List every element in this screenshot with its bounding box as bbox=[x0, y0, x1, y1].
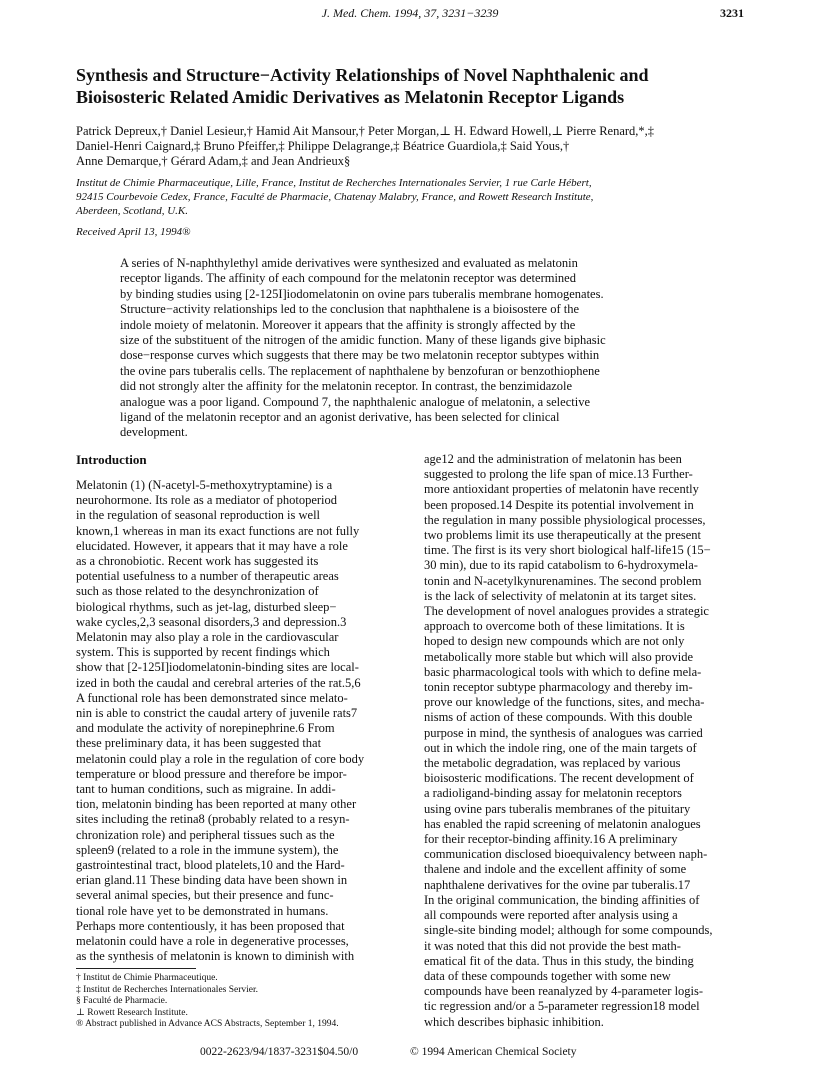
left-column bbox=[76, 452, 396, 965]
abstract-line: by binding studies using [2-125I]iodomelatonin on ovine pars tuberalis membrane homogenates. bbox=[120, 286, 604, 301]
body-text-line: prove our knowledge of the functions, sites, and mecha- bbox=[424, 695, 705, 710]
body-text-line: it was noted that this did not provide the best math- bbox=[424, 938, 681, 953]
body-text-line: communication disclosed bioequivalency between naph- bbox=[424, 847, 708, 862]
body-text-line: tion, melatonin binding has been reported at many other bbox=[76, 797, 357, 812]
article-title bbox=[76, 64, 744, 108]
author-line: Patrick Depreux,† Daniel Lesieur,† Hamid Ait Mansour,† Peter Morgan,⊥ H. Edward Howell,⊥ Pierre Renard,*,‡ bbox=[76, 124, 655, 138]
body-text-line: several animal species, but their presence and func- bbox=[76, 888, 334, 903]
body-text-line: suggested to prolong the life span of mice.13 Further- bbox=[424, 467, 693, 482]
author-line: Daniel-Henri Caignard,‡ Bruno Pfeiffer,‡ Philippe Delagrange,‡ Béatrice Guardiola,‡ Said Yous,† bbox=[76, 139, 570, 153]
body-text-line: has enabled the rapid screening of melatonin analogues bbox=[424, 816, 701, 831]
body-text-line: been proposed.14 Despite its potential involvement in bbox=[424, 497, 694, 512]
abstract-line: analogue was a poor ligand. Compound 7, the naphthalenic analogue of melatonin, a selective bbox=[120, 394, 590, 409]
body-text-line: Melatonin may also play a role in the cardiovascular bbox=[76, 630, 339, 645]
author-list bbox=[76, 124, 744, 169]
body-text-line: 30 min), due to its rapid catabolism to 6-hydroxymela- bbox=[424, 558, 698, 573]
body-text-line: a radioligand-binding assay for melatonin receptors bbox=[424, 786, 682, 801]
body-text-line: time. The first is its very short biological half-life15 (15− bbox=[424, 543, 711, 558]
title-line: Bioisosteric Related Amidic Derivatives as Melatonin Receptor Ligands bbox=[76, 87, 625, 107]
body-text-line: show that [2-125I]iodomelatonin-binding sites are local- bbox=[76, 660, 359, 675]
body-text-line: tional role have yet to be demonstrated in humans. bbox=[76, 903, 329, 918]
body-text-line: and modulate the activity of norepinephrine.6 From bbox=[76, 721, 335, 736]
section-heading-introduction: Introduction bbox=[76, 452, 147, 467]
body-text-line: melatonin could play a role in the regulation of core body bbox=[76, 751, 365, 766]
body-text-line: out in which the indole ring, one of the main targets of bbox=[424, 740, 697, 755]
body-text-line: bioisosteric modifications. The recent development of bbox=[424, 771, 694, 786]
body-text-line: as a chronobiotic. Recent work has suggested its bbox=[76, 554, 319, 569]
body-text-line: all compounds were reported after analysis using a bbox=[424, 908, 678, 923]
abstract-line: Structure−activity relationships led to the conclusion that naphthalene is a bioisostere of the bbox=[120, 302, 580, 317]
abstract-line: did not strongly alter the affinity for the melatonin receptor. In contrast, the benzimidazole bbox=[120, 379, 573, 394]
body-text-line: potential usefulness to a number of therapeutic areas bbox=[76, 569, 339, 584]
affiliation-line: Aberdeen, Scotland, U.K. bbox=[76, 205, 189, 217]
body-text-line: tic regression and/or a 5-parameter regression18 model bbox=[424, 999, 700, 1014]
body-text-line: approach to overcome both of these limitations. It is bbox=[424, 619, 685, 634]
body-text-line: single-site binding model; although for some compounds, bbox=[424, 923, 713, 938]
running-header bbox=[76, 6, 744, 26]
body-text-line: such as those related to the desynchronization of bbox=[76, 584, 319, 599]
body-text-line: nin is able to constrict the caudal artery of juvenile rats7 bbox=[76, 706, 358, 721]
body-text-line: The development of novel analogues provides a strategic bbox=[424, 604, 709, 619]
abstract bbox=[120, 256, 720, 441]
footnotes bbox=[76, 968, 396, 1031]
body-text-line: hoped to design new compounds which are not only bbox=[424, 634, 685, 649]
body-text-line: naphthalene derivatives for the ovine par tuberalis.17 bbox=[424, 877, 691, 892]
body-text-line: the regulation in many possible physiological processes, bbox=[424, 512, 706, 527]
abstract-line: development. bbox=[120, 425, 188, 440]
journal-citation: J. Med. Chem. 1994, 37, 3231−3239 bbox=[321, 6, 499, 20]
body-text-line: known,1 whereas in man its exact functions are not fully bbox=[76, 523, 360, 538]
abstract-line: ligand of the melatonin receptor and an agonist derivative, has been selected for clinical bbox=[120, 410, 560, 425]
body-text-line: sites including the retina8 (probably related to a resyn- bbox=[76, 812, 350, 827]
body-text-line: tonin and N-acetylkynurenamines. The second problem bbox=[424, 573, 702, 588]
body-text-line: these preliminary data, it has been suggested that bbox=[76, 736, 322, 751]
body-text-line: chronization role) and peripheral tissues such as the bbox=[76, 827, 335, 842]
abstract-line: the ovine pars tuberalis cells. The replacement of naphthalene by benzofuran or benzothiophene bbox=[120, 363, 600, 378]
right-column bbox=[424, 452, 746, 1030]
footnote-rule bbox=[76, 968, 196, 969]
body-text-line: metabolically more stable but which will also provide bbox=[424, 649, 694, 664]
abstract-line: indole moiety of melatonin. Moreover it appears that the affinity is strongly affected by the bbox=[120, 317, 576, 332]
body-text-line: more antioxidant properties of melatonin have recently bbox=[424, 482, 699, 497]
body-text-line: system. This is supported by recent findings which bbox=[76, 645, 330, 660]
body-text-line: which describes biphasic inhibition. bbox=[424, 1014, 604, 1029]
body-text-line: Perhaps more contentiously, it has been proposed that bbox=[76, 918, 345, 933]
footnote: ⊥ Rowett Research Institute. bbox=[76, 1007, 188, 1018]
body-text-line: in the regulation of seasonal reproduction is well bbox=[76, 508, 321, 523]
body-text-line: Melatonin (1) (N-acetyl-5-methoxytryptamine) is a bbox=[76, 478, 333, 492]
footnote: ‡ Institut de Recherches Internationales Servier. bbox=[76, 984, 259, 995]
body-text-line: A functional role has been demonstrated since melato- bbox=[76, 690, 348, 705]
body-text-line: In the original communication, the binding affinities of bbox=[424, 892, 700, 907]
body-text-line: wake cycles,2,3 seasonal disorders,3 and depression.3 bbox=[76, 614, 347, 629]
author-line: Anne Demarque,† Gérard Adam,‡ and Jean Andrieux§ bbox=[76, 154, 351, 168]
body-text-line: ematical fit of the data. Thus in this study, the binding bbox=[424, 953, 694, 968]
body-text-line: basic pharmacological tools with which to define mela- bbox=[424, 664, 702, 679]
body-text-line: erian gland.11 These binding data have been shown in bbox=[76, 873, 348, 888]
body-text-line: nisms of action of these compounds. With this double bbox=[424, 710, 693, 725]
body-text-line: neurohormone. Its role as a mediator of photoperiod bbox=[76, 493, 338, 508]
body-text-line: compounds have been reanalyzed by 4-parameter logis- bbox=[424, 984, 704, 999]
body-text-line: tonin receptor subtype pharmacology and thereby im- bbox=[424, 680, 693, 695]
body-text-line: for their receptor-binding affinity.16 A preliminary bbox=[424, 832, 678, 847]
abstract-line: receptor ligands. The affinity of each compound for the melatonin receptor was determined bbox=[120, 271, 576, 286]
body-text-line: as the synthesis of melatonin is known to diminish with bbox=[76, 949, 355, 964]
body-text-line: two problems limit its use therapeutically at the present bbox=[424, 528, 702, 543]
body-text-line: spleen9 (related to a role in the immune system), the bbox=[76, 842, 339, 857]
article-code: 0022-2623/94/1837-3231$04.50/0 bbox=[200, 1046, 359, 1058]
affiliation-line: Institut de Chimie Pharmaceutique, Lille, France, Institut de Recherches Internationales Servier, 1 rue Carle Hébert, bbox=[76, 177, 592, 189]
body-text-line: using ovine pars tuberalis membranes of the pituitary bbox=[424, 801, 691, 816]
received-date: Received April 13, 1994® bbox=[76, 226, 191, 238]
abstract-line: dose−response curves which suggests that there may be two melatonin receptor subtypes within bbox=[120, 348, 600, 363]
body-text-line: elucidated. However, it appears that it may have a role bbox=[76, 538, 348, 553]
body-text-line: purpose in mind, the synthesis of analogues was carried bbox=[424, 725, 703, 740]
title-line: Synthesis and Structure−Activity Relationships of Novel Naphthalenic and bbox=[76, 65, 649, 85]
footnote: ® Abstract published in Advance ACS Abstracts, September 1, 1994. bbox=[76, 1019, 339, 1029]
body-text-line: is the lack of selectivity of melatonin at its target sites. bbox=[424, 588, 697, 603]
body-text-line: thalene and indole and the excellent affinity of some bbox=[424, 862, 687, 877]
page-number: 3231 bbox=[720, 6, 744, 20]
body-text-line: ized in both the caudal and cerebral arteries of the rat.5,6 bbox=[76, 675, 361, 690]
body-text-line: age12 and the administration of melatonin has been bbox=[424, 452, 682, 466]
body-text-line: the metabolic degradation, was replaced by various bbox=[424, 756, 681, 771]
affiliations bbox=[76, 176, 744, 218]
abstract-line: A series of N-naphthylethyl amide derivatives were synthesized and evaluated as melatonin bbox=[120, 256, 578, 270]
body-text-line: melatonin could have a role in degenerative processes, bbox=[76, 934, 349, 949]
body-text-line: biological rhythms, such as jet-lag, disturbed sleep− bbox=[76, 599, 337, 614]
affiliation-line: 92415 Courbevoie Cedex, France, Faculté de Pharmacie, Chatenay Malabry, France, and Rowett Research Institute, bbox=[76, 191, 594, 203]
abstract-line: size of the substituent of the nitrogen of the amidic function. Many of these ligands give biphasic bbox=[120, 333, 606, 348]
body-text-line: gastrointestinal tract, blood platelets,10 and the Hard- bbox=[76, 858, 345, 873]
body-text-line: tant to human conditions, such as migraine. In addi- bbox=[76, 782, 336, 797]
body-text-line: data of these compounds together with some new bbox=[424, 968, 671, 983]
body-text-line: temperature or blood pressure and therefore be impor- bbox=[76, 766, 347, 781]
copyright: © 1994 American Chemical Society bbox=[410, 1046, 577, 1058]
footnote: † Institut de Chimie Pharmaceutique. bbox=[76, 973, 218, 983]
footnote: § Faculté de Pharmacie. bbox=[76, 996, 168, 1006]
